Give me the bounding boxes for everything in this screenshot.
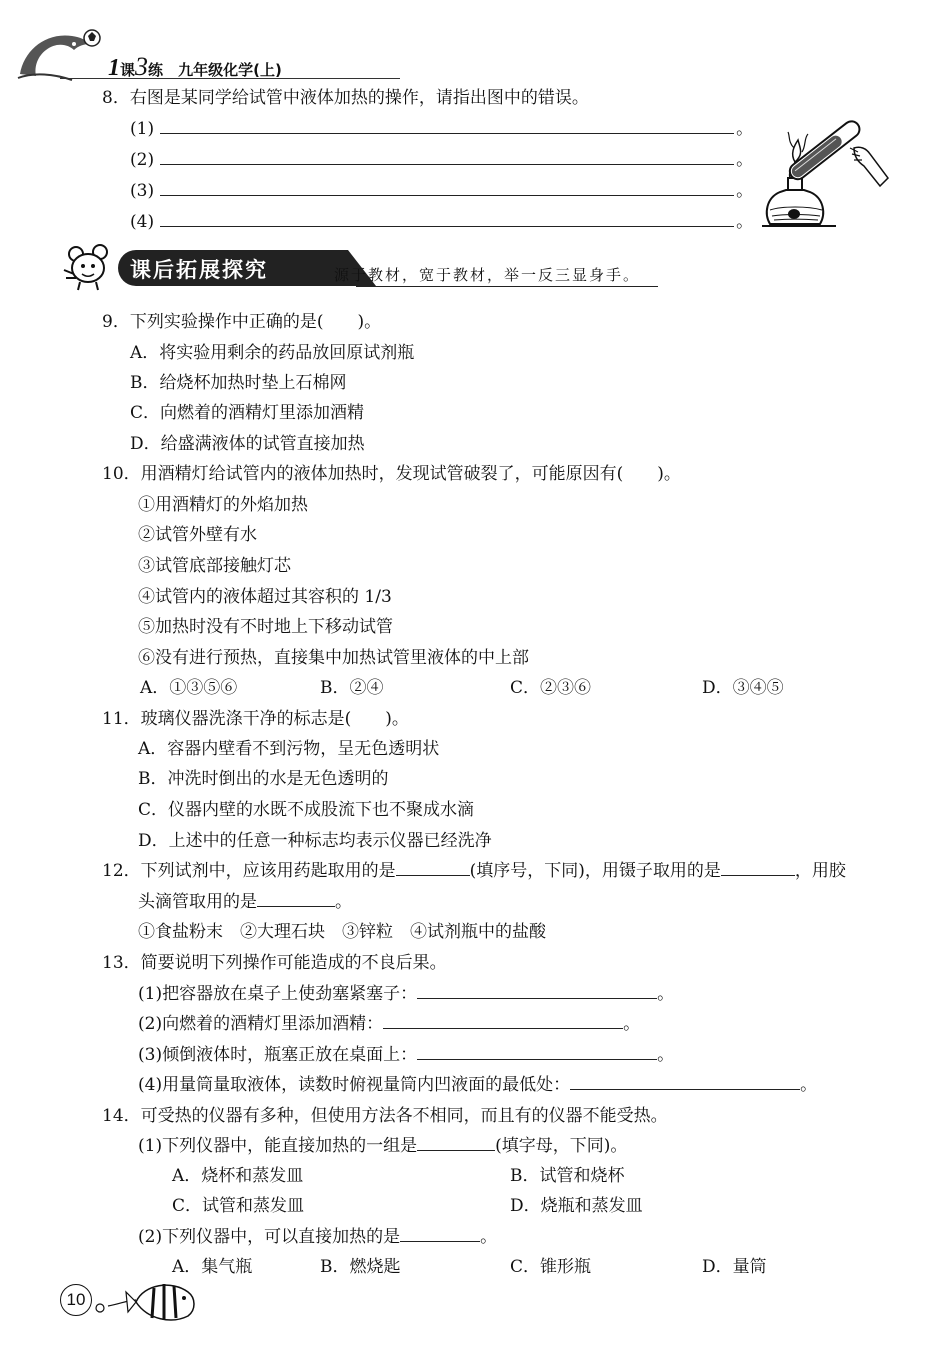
q14-sub-2-text: (2)下列仪器中，可以直接加热的是 <box>138 1227 401 1247</box>
alcohol-lamp-test-tube-figure <box>758 118 898 230</box>
q9-stem: 9．下列实验操作中正确的是( )。 <box>102 312 382 332</box>
q10-reason-1: ①用酒精灯的外焰加热 <box>138 495 308 515</box>
answer-blank[interactable] <box>160 210 734 227</box>
q8-end-mark: 。 <box>736 119 754 139</box>
q8-end-mark: 。 <box>736 212 754 232</box>
q8-item-2 <box>130 148 753 172</box>
q11-option-d: D．上述中的任意一种标志均表示仪器已经洗净 <box>138 831 492 851</box>
q13-item-1 <box>138 982 674 1006</box>
q14-sub-2-option-d: D．量筒 <box>702 1257 767 1277</box>
q8-stem: 8．右图是某同学给试管中液体加热的操作，请指出图中的错误。 <box>102 88 589 108</box>
section-underline <box>356 286 658 287</box>
q14-sub-2-option-b: B．燃烧匙 <box>320 1257 401 1277</box>
q11-option-a: A．容器内壁看不到污物，呈无色透明状 <box>138 739 440 759</box>
q10-reason-3: ③试管底部接触灯芯 <box>138 556 291 576</box>
answer-blank[interactable] <box>160 117 734 134</box>
answer-blank[interactable] <box>570 1073 800 1090</box>
q13-item-4 <box>138 1073 817 1097</box>
q13-item-text: (2)向燃着的酒精灯里添加酒精： <box>138 1014 384 1034</box>
q8-item-label: (2) <box>130 150 155 170</box>
q12-line-1 <box>102 859 846 883</box>
q8-item-label: (4) <box>130 212 155 232</box>
fish-icon <box>92 1278 196 1324</box>
q13-end-mark: 。 <box>800 1075 818 1095</box>
q11-stem: 11．玻璃仪器洗涤干净的标志是( )。 <box>102 709 409 729</box>
q9-option-c: C．向燃着的酒精灯里添加酒精 <box>130 403 365 423</box>
q14-sub-1-end: (填字母，下同)。 <box>495 1136 628 1156</box>
brand-lian: 练 <box>148 61 164 79</box>
answer-blank[interactable] <box>721 859 795 876</box>
q10-reason-2: ②试管外壁有水 <box>138 525 257 545</box>
q8-item-3 <box>130 179 753 203</box>
answer-blank[interactable] <box>160 148 734 165</box>
answer-blank[interactable] <box>257 890 335 907</box>
q13-item-text: (3)倾倒液体时，瓶塞正放在桌面上： <box>138 1045 418 1065</box>
q11-option-c: C．仪器内壁的水既不成股流下也不聚成水滴 <box>138 800 475 820</box>
q12-part-3: ，用胶 <box>794 861 846 881</box>
q10-reason-6: ⑥没有进行预热，直接集中加热试管里液体的中上部 <box>138 648 529 668</box>
q8-item-label: (3) <box>130 181 155 201</box>
q14-sub-1 <box>138 1134 627 1158</box>
q10-option-c: C．②③⑥ <box>510 678 592 698</box>
q10-reason-5: ⑤加热时没有不时地上下移动试管 <box>138 617 393 637</box>
q13-end-mark: 。 <box>657 984 675 1004</box>
q10-stem: 10．用酒精灯给试管内的液体加热时，发现试管破裂了，可能原因有( )。 <box>102 464 681 484</box>
q14-sub-2 <box>138 1225 497 1249</box>
q10-option-b: B．②④ <box>320 678 384 698</box>
q13-stem: 13．简要说明下列操作可能造成的不良后果。 <box>102 953 447 973</box>
q13-item-3 <box>138 1043 674 1067</box>
brand-one: 1 <box>108 55 120 81</box>
q12-line-2-end: 。 <box>335 892 352 912</box>
answer-blank[interactable] <box>160 179 734 196</box>
q12-choices: ①食盐粉末 ②大理石块 ③锌粒 ④试剂瓶中的盐酸 <box>138 922 546 942</box>
brand-three: 3 <box>135 52 149 81</box>
q14-sub-2-end: 。 <box>480 1227 498 1247</box>
q8-end-mark: 。 <box>736 150 754 170</box>
q13-end-mark: 。 <box>657 1045 675 1065</box>
q12-part-2: (填序号，下同)，用镊子取用的是 <box>469 861 721 881</box>
q8-end-mark: 。 <box>736 181 754 201</box>
q9-option-b: B．给烧杯加热时垫上石棉网 <box>130 373 347 393</box>
q8-item-1 <box>130 117 753 141</box>
answer-blank[interactable] <box>383 1012 623 1029</box>
q14-sub-1-option-b: B．试管和烧杯 <box>510 1166 625 1186</box>
q11-option-b: B．冲洗时倒出的水是无色透明的 <box>138 769 389 789</box>
page-footer <box>58 1278 198 1328</box>
q9-option-d: D．给盛满液体的试管直接加热 <box>130 434 365 454</box>
q14-sub-1-option-d: D．烧瓶和蒸发皿 <box>510 1196 643 1216</box>
answer-blank[interactable] <box>417 1043 657 1060</box>
header-brand <box>108 52 282 80</box>
q14-stem: 14．可受热的仪器有多种，但使用方法各不相同，而且有的仪器不能受热。 <box>102 1106 668 1126</box>
page-header <box>0 0 950 90</box>
q13-end-mark: 。 <box>623 1014 641 1034</box>
brand-ke: 课 <box>120 61 136 79</box>
q14-sub-2-option-c: C．锥形瓶 <box>510 1257 592 1277</box>
answer-blank[interactable] <box>400 1225 480 1242</box>
q8-item-label: (1) <box>130 119 155 139</box>
q13-item-2 <box>138 1012 640 1036</box>
q14-sub-1-text: (1)下列仪器中，能直接加热的一组是 <box>138 1136 418 1156</box>
q8-item-4 <box>130 210 753 234</box>
q10-option-d: D．③④⑤ <box>702 678 784 698</box>
header-subject: 九年级化学(上) <box>178 61 282 79</box>
section-title: 课后拓展探究 <box>130 258 268 282</box>
q12-line-2 <box>138 890 352 914</box>
q12-line-2-text: 头滴管取用的是 <box>138 892 257 912</box>
page-number: 10 <box>60 1284 92 1316</box>
section-slogan: 源于教材，宽于教材，举一反三显身手。 <box>334 266 641 284</box>
q10-option-a: A．①③⑤⑥ <box>140 678 238 698</box>
q14-sub-1-option-a: A．烧杯和蒸发皿 <box>172 1166 304 1186</box>
q12-part-1: 12．下列试剂中，应该用药匙取用的是 <box>102 861 396 881</box>
answer-blank[interactable] <box>417 982 657 999</box>
answer-blank[interactable] <box>396 859 470 876</box>
q14-sub-1-option-c: C．试管和蒸发皿 <box>172 1196 305 1216</box>
q14-sub-2-option-a: A．集气瓶 <box>172 1257 253 1277</box>
q13-item-text: (4)用量筒量取液体，读数时俯视量筒内凹液面的最低处： <box>138 1075 571 1095</box>
q9-option-a: A．将实验用剩余的药品放回原试剂瓶 <box>130 343 415 363</box>
section-banner <box>56 244 676 292</box>
q13-item-text: (1)把容器放在桌子上使劲塞紧塞子： <box>138 984 418 1004</box>
answer-blank[interactable] <box>417 1134 495 1151</box>
q10-reason-4: ④试管内的液体超过其容积的 1/3 <box>138 587 392 607</box>
ball-icon <box>82 28 102 48</box>
